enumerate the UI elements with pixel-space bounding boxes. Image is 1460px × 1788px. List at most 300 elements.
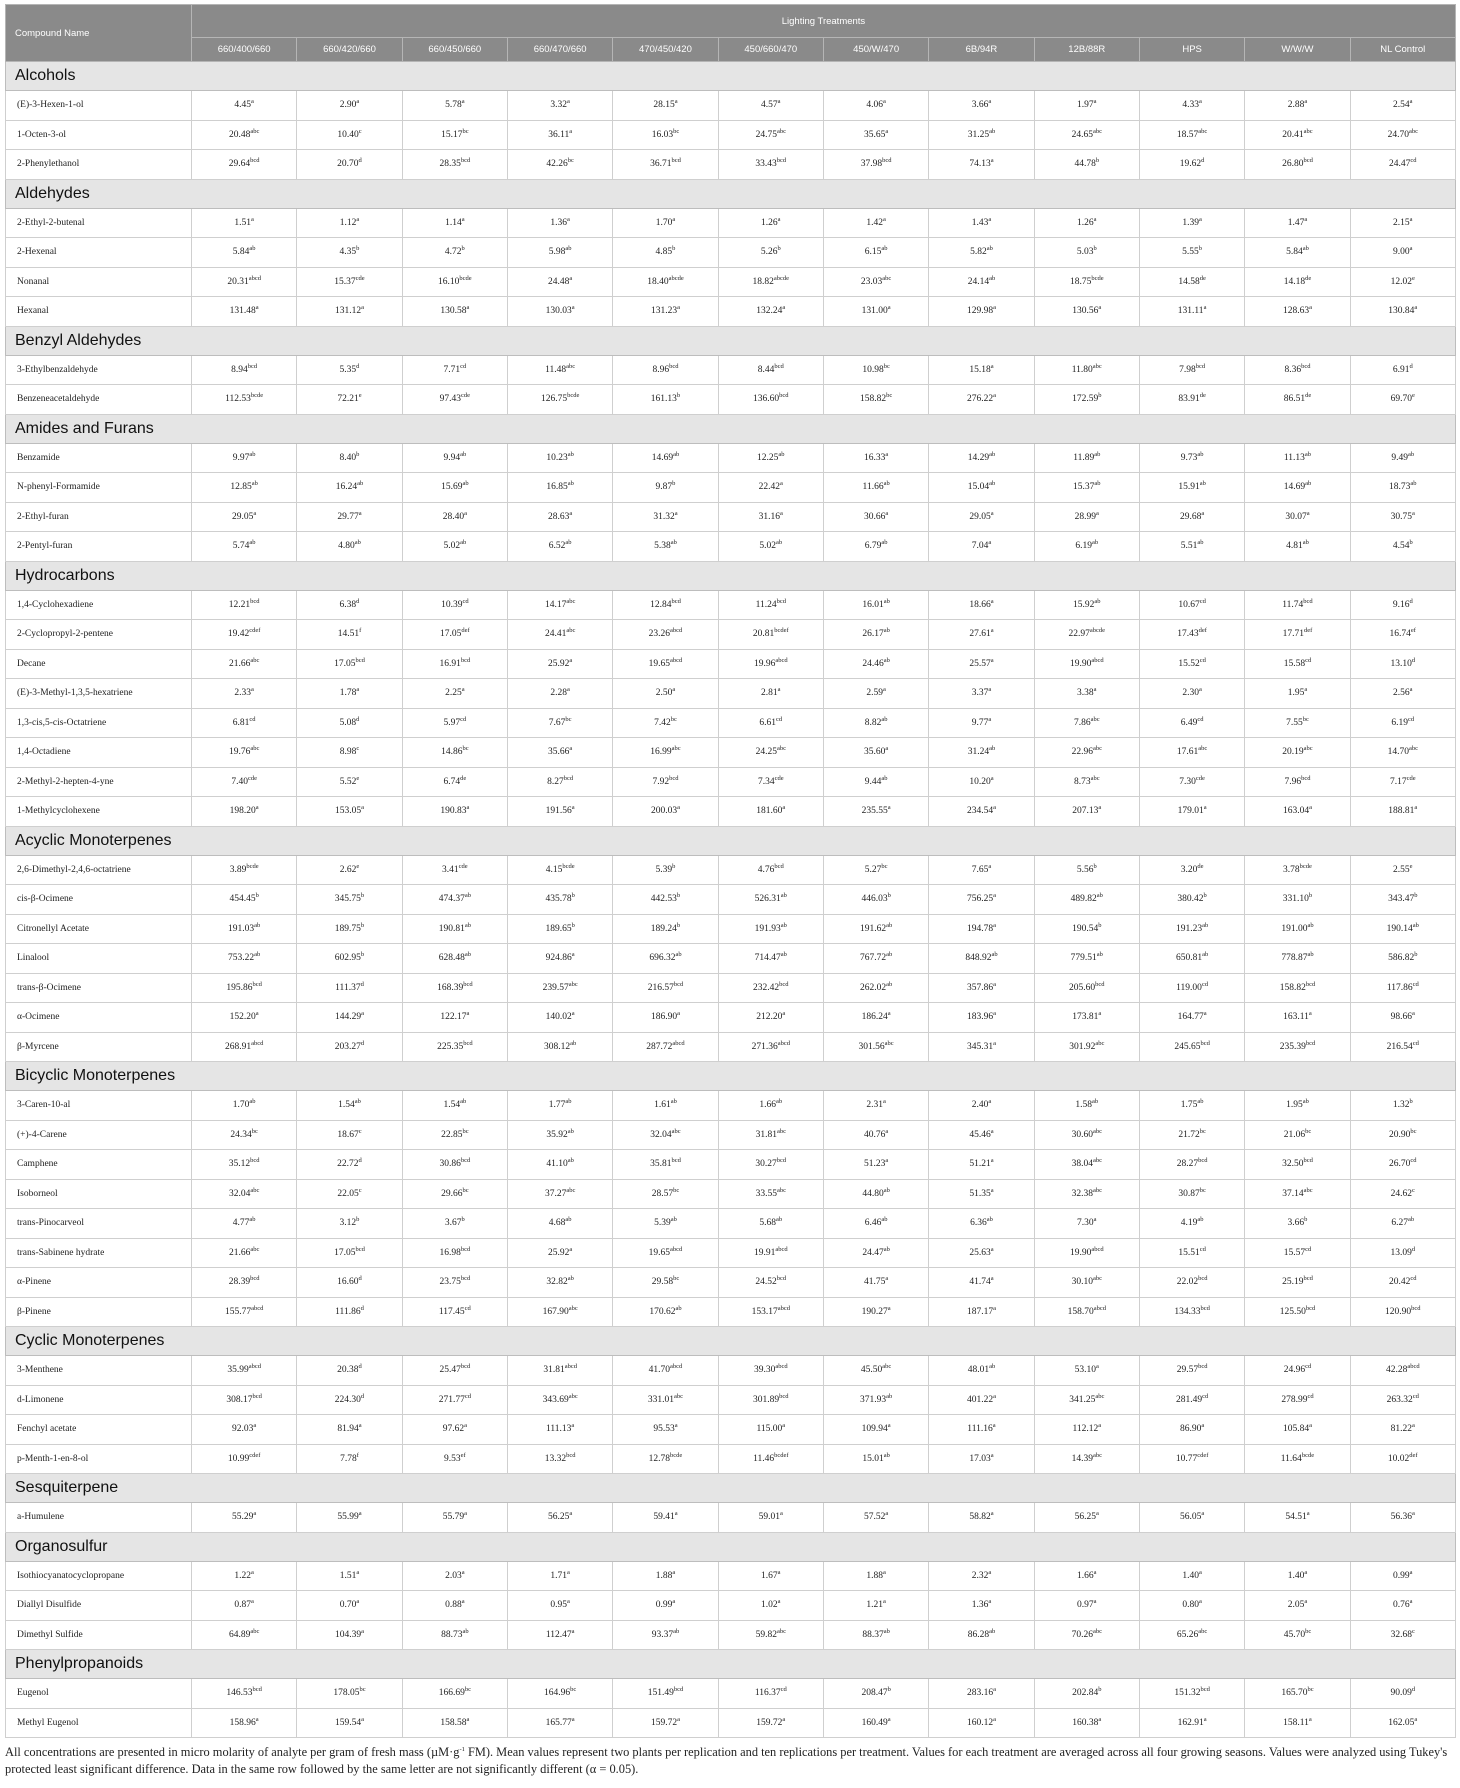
mean-value: 19.96 [753, 658, 776, 669]
value-cell [613, 1620, 718, 1650]
mean-value: 9.44 [864, 776, 882, 787]
value-cell [1034, 1591, 1139, 1621]
significance-letters: a [571, 1422, 575, 1430]
value-cell [1034, 1003, 1139, 1033]
mean-value: 3.38 [1077, 688, 1094, 699]
value-cell [1139, 1503, 1244, 1533]
significance-letters: ab [1202, 921, 1209, 929]
value-cell [1350, 1561, 1455, 1591]
mean-value: 1.70 [232, 1100, 250, 1111]
value-cell [718, 767, 823, 797]
mean-value: 16.33 [864, 452, 886, 463]
significance-letters: a [251, 215, 254, 223]
significance-letters: a [990, 157, 994, 165]
value-cell [402, 590, 507, 620]
significance-letters: a [883, 1098, 886, 1106]
value-cell [613, 1150, 718, 1180]
significance-letters: abc [776, 1127, 786, 1135]
value-cell [1245, 238, 1350, 268]
mean-value: 8.82 [864, 717, 882, 728]
value-cell [823, 1091, 928, 1121]
mean-value: 11.48 [545, 364, 567, 375]
value-cell [718, 885, 823, 915]
significance-letters: abc [566, 597, 576, 605]
significance-letters: b [1409, 1098, 1413, 1106]
value-cell [1139, 738, 1244, 768]
significance-letters: bcd [250, 597, 260, 605]
mean-value: 160.38 [1072, 1717, 1099, 1728]
mean-value: 283.16 [966, 1688, 994, 1699]
mean-value: 202.84 [1072, 1688, 1099, 1699]
significance-letters: a [990, 627, 994, 635]
mean-value: 27.61 [969, 629, 991, 640]
mean-value: 239.57 [542, 982, 569, 993]
mean-value: 5.68 [759, 1218, 777, 1229]
significance-letters: b [255, 892, 259, 900]
value-cell [823, 1620, 928, 1650]
compound-name-cell: Citronellyl Acetate [6, 914, 192, 944]
value-cell [1034, 120, 1139, 150]
value-cell [613, 914, 718, 944]
value-cell [1139, 973, 1244, 1003]
mean-value: 4.19 [1180, 1218, 1198, 1229]
significance-letters: ab [675, 951, 682, 959]
value-cell [1139, 532, 1244, 562]
value-cell [613, 708, 718, 738]
significance-letters: a [567, 686, 570, 694]
mean-value: 245.65 [1174, 1041, 1201, 1052]
significance-letters: ab [1197, 450, 1204, 458]
mean-value: 29.64 [228, 159, 251, 170]
mean-value: 602.95 [334, 953, 361, 964]
significance-letters: abcd [251, 1304, 264, 1312]
mean-value: 9.87 [655, 482, 673, 493]
significance-letters: de [1199, 274, 1206, 282]
significance-letters: bcd [1301, 362, 1311, 370]
value-cell [1350, 120, 1455, 150]
significance-letters: a [885, 1510, 889, 1518]
significance-letters: cd [1307, 1392, 1314, 1400]
mean-value: 41.75 [864, 1277, 886, 1288]
mean-value: 6.19 [1075, 541, 1093, 552]
mean-value: 20.31 [227, 276, 249, 287]
significance-letters: a [466, 1715, 470, 1723]
mean-value: 20.42 [1389, 1277, 1411, 1288]
mean-value: 7.98 [1179, 364, 1196, 375]
mean-value: 32.68 [1390, 1629, 1413, 1640]
value-cell [718, 620, 823, 650]
mean-value: 14.70 [1387, 747, 1409, 758]
mean-value: 111.13 [545, 1424, 572, 1435]
mean-value: 72.21 [337, 394, 359, 405]
mean-value: 33.43 [755, 159, 777, 170]
significance-letters: cdef [1197, 1451, 1209, 1459]
value-cell [192, 1444, 297, 1474]
mean-value: 16.60 [337, 1277, 359, 1288]
treatment-header: 660/470/660 [507, 38, 612, 62]
table-row [6, 1209, 1456, 1239]
mean-value: 35.65 [864, 129, 886, 140]
mean-value: 13.10 [1390, 658, 1412, 669]
value-cell [297, 1385, 402, 1415]
value-cell [507, 679, 612, 709]
significance-letters: ab [670, 1098, 677, 1106]
significance-letters: abcd [777, 1304, 790, 1312]
significance-letters: b [1095, 157, 1100, 165]
value-cell [823, 238, 928, 268]
mean-value: 1.88 [655, 1570, 673, 1581]
value-cell [1245, 150, 1350, 180]
significance-letters: cde [247, 774, 257, 782]
mean-value: 4.80 [338, 541, 355, 552]
value-cell [929, 620, 1034, 650]
significance-letters: a [777, 1598, 781, 1606]
mean-value: 93.37 [651, 1629, 674, 1640]
value-cell [192, 973, 297, 1003]
compound-name-cell: 2-Phenylethanol [6, 150, 192, 180]
mean-value: 20.48 [228, 129, 251, 140]
significance-letters: bcd [776, 157, 787, 165]
significance-letters: abc [568, 1392, 578, 1400]
mean-value: 4.54 [1392, 541, 1410, 552]
mean-value: 20.38 [337, 1365, 359, 1376]
value-cell [297, 120, 402, 150]
significance-letters: cd [1305, 656, 1312, 664]
mean-value: 8.40 [339, 452, 357, 463]
value-cell [823, 1356, 928, 1386]
mean-value: 22.96 [1071, 747, 1093, 758]
group-label: Alcohols [6, 62, 1456, 91]
value-cell [823, 502, 928, 532]
value-cell [192, 473, 297, 503]
value-cell [1139, 1268, 1244, 1298]
value-cell [823, 1591, 928, 1621]
mean-value: 0.80 [1182, 1600, 1199, 1611]
value-cell [297, 797, 402, 827]
value-cell [613, 267, 718, 297]
mean-value: 28.40 [442, 511, 465, 522]
mean-value: 158.70 [1067, 1306, 1094, 1317]
significance-letters: a [1409, 245, 1413, 253]
significance-letters: bcd [252, 1686, 262, 1694]
significance-letters: bc [1410, 1127, 1417, 1135]
compound-name-cell: Benzamide [6, 443, 192, 473]
value-cell [297, 532, 402, 562]
value-cell [1350, 208, 1455, 238]
value-cell [929, 1091, 1034, 1121]
group-row [6, 1650, 1456, 1679]
significance-letters: ab [462, 480, 469, 488]
significance-letters: bcd [250, 1157, 260, 1165]
value-cell [1139, 1091, 1244, 1121]
table-row [6, 1708, 1456, 1738]
significance-letters: abc [1198, 745, 1208, 753]
mean-value: 6.38 [339, 599, 357, 610]
value-cell [507, 1238, 612, 1268]
value-cell [1034, 532, 1139, 562]
value-cell [1139, 473, 1244, 503]
mean-value: 59.82 [755, 1629, 777, 1640]
mean-value: 86.28 [967, 1629, 990, 1640]
mean-value: 120.90 [1385, 1306, 1412, 1317]
value-cell [929, 1120, 1034, 1150]
significance-letters: def [1409, 1451, 1418, 1459]
table-row [6, 1444, 1456, 1474]
mean-value: 7.17 [1389, 776, 1407, 787]
mean-value: 56.05 [1179, 1512, 1202, 1523]
value-cell [192, 1120, 297, 1150]
value-cell [929, 1297, 1034, 1327]
compound-name-cell: 2,6-Dimethyl-2,4,6-octatriene [6, 855, 192, 885]
mean-value: 287.72 [646, 1041, 673, 1052]
value-cell [507, 738, 612, 768]
table-footnote [5, 1744, 1455, 1778]
mean-value: 42.28 [1385, 1365, 1408, 1376]
mean-value: 28.63 [548, 511, 570, 522]
mean-value: 11.46 [753, 1453, 775, 1464]
significance-letters: ab [460, 1098, 467, 1106]
mean-value: 5.82 [970, 247, 987, 258]
value-cell [613, 1679, 718, 1709]
significance-letters: c [358, 1186, 362, 1194]
value-cell [613, 738, 718, 768]
mean-value: 32.04 [228, 1188, 251, 1199]
mean-value: 4.76 [757, 864, 775, 875]
value-cell [613, 355, 718, 385]
significance-letters: cd [1410, 1157, 1417, 1165]
significance-letters: a [466, 1010, 470, 1018]
mean-value: 28.15 [653, 100, 675, 111]
value-cell [718, 355, 823, 385]
significance-letters: cd [1412, 1039, 1419, 1047]
significance-letters: ab [776, 1098, 783, 1106]
significance-letters: a [567, 98, 570, 106]
mean-value: 2.25 [445, 688, 462, 699]
mean-value: 155.77 [224, 1306, 252, 1317]
value-cell [402, 1385, 507, 1415]
significance-letters: a [780, 480, 783, 488]
value-cell [297, 473, 402, 503]
value-cell [718, 1120, 823, 1150]
significance-letters: a [990, 1157, 994, 1165]
value-cell [402, 1209, 507, 1239]
significance-letters: bcd [355, 656, 365, 664]
significance-letters: ab [881, 715, 888, 723]
significance-letters: bcdef [774, 627, 789, 635]
mean-value: 0.99 [655, 1600, 673, 1611]
value-cell [1350, 1120, 1455, 1150]
significance-letters: a [780, 509, 783, 517]
mean-value: 0.76 [1393, 1600, 1410, 1611]
significance-letters: a [672, 686, 676, 694]
mean-value: 29.77 [337, 511, 359, 522]
value-cell [1350, 767, 1455, 797]
value-cell [1139, 238, 1244, 268]
significance-letters: a [361, 304, 364, 312]
mean-value: 112.47 [545, 1629, 572, 1640]
value-cell [402, 91, 507, 121]
mean-value: 4.33 [1182, 100, 1199, 111]
mean-value: 2.55 [1393, 864, 1410, 875]
value-cell [613, 944, 718, 974]
value-cell [402, 1179, 507, 1209]
mean-value: 11.13 [1283, 452, 1305, 463]
mean-value: 2.90 [339, 100, 357, 111]
value-cell [929, 738, 1034, 768]
mean-value: 7.30 [1179, 776, 1196, 787]
value-cell [402, 1268, 507, 1298]
mean-value: 81.94 [337, 1424, 359, 1435]
table-row [6, 1297, 1456, 1327]
significance-letters: b [461, 245, 465, 253]
value-cell [718, 502, 823, 532]
mean-value: 188.81 [1388, 806, 1415, 817]
significance-letters: abc [1092, 1127, 1102, 1135]
value-cell [402, 1150, 507, 1180]
significance-letters: a [988, 539, 992, 547]
value-cell [297, 1297, 402, 1327]
significance-letters: abc [674, 1392, 684, 1400]
significance-letters: a [993, 1304, 996, 1312]
significance-letters: a [1198, 686, 1202, 694]
group-label: Sesquiterpene [6, 1474, 1456, 1503]
value-cell [402, 885, 507, 915]
mean-value: 30.60 [1071, 1129, 1093, 1140]
value-cell [718, 443, 823, 473]
significance-letters: bc [673, 127, 680, 135]
mean-value: 474.37 [438, 894, 465, 905]
significance-letters: abcd [672, 1039, 685, 1047]
mean-value: 144.29 [334, 1012, 362, 1023]
mean-value: 10.23 [546, 452, 568, 463]
mean-value: 1.22 [234, 1570, 252, 1581]
significance-letters: a [993, 804, 996, 812]
mean-value: 16.10 [437, 276, 460, 287]
mean-value: 3.20 [1180, 864, 1198, 875]
value-cell [718, 679, 823, 709]
value-cell [1350, 1032, 1455, 1062]
significance-letters: b [1098, 392, 1102, 400]
value-cell [718, 1209, 823, 1239]
significance-letters: abc [1303, 1186, 1313, 1194]
mean-value: 3.12 [339, 1218, 357, 1229]
value-cell [1245, 767, 1350, 797]
value-cell [823, 973, 928, 1003]
significance-letters: bcd [1411, 1304, 1421, 1312]
value-cell [507, 1003, 612, 1033]
compound-name-cell: Hexanal [6, 297, 192, 327]
value-cell [1034, 708, 1139, 738]
value-cell [718, 1179, 823, 1209]
significance-letters: ab [1096, 892, 1103, 900]
mean-value: 83.91 [1178, 394, 1200, 405]
mean-value: 1.14 [445, 217, 462, 228]
significance-letters: b [1093, 862, 1097, 870]
value-cell [613, 649, 718, 679]
mean-value: 31.25 [967, 129, 990, 140]
mean-value: 5.39 [654, 1218, 671, 1229]
significance-letters: ab [989, 1627, 996, 1635]
significance-letters: a [777, 98, 781, 106]
value-cell [718, 1620, 823, 1650]
mean-value: 10.40 [337, 129, 359, 140]
significance-letters: a [1198, 98, 1202, 106]
significance-letters: bcd [1303, 1157, 1313, 1165]
value-cell [823, 1385, 928, 1415]
value-cell [823, 885, 928, 915]
value-cell [507, 150, 612, 180]
table-row [6, 649, 1456, 679]
value-cell [1245, 1679, 1350, 1709]
significance-letters: d [1409, 362, 1413, 370]
significance-letters: b [672, 862, 676, 870]
mean-value: 186.90 [650, 1012, 678, 1023]
mean-value: 0.88 [445, 1600, 462, 1611]
value-cell [613, 208, 718, 238]
mean-value: 38.04 [1071, 1159, 1093, 1170]
significance-letters: cd [1408, 715, 1415, 723]
significance-letters: a [1098, 1715, 1102, 1723]
compound-name-cell: (+)-4-Carene [6, 1120, 192, 1150]
value-cell [1139, 1003, 1244, 1033]
value-cell [1139, 150, 1244, 180]
mean-value: 70.26 [1071, 1629, 1093, 1640]
mean-value: 112.53 [225, 394, 251, 405]
compound-name-cell: α-Pinene [6, 1268, 192, 1298]
mean-value: 191.93 [754, 923, 781, 934]
significance-letters: a [993, 1715, 996, 1723]
mean-value: 14.58 [1178, 276, 1200, 287]
significance-letters: b [360, 892, 365, 900]
significance-letters: abc [566, 1186, 576, 1194]
value-cell [1034, 1415, 1139, 1445]
table-row [6, 208, 1456, 238]
compound-name-cell: Dimethyl Sulfide [6, 1620, 192, 1650]
significance-letters: a [782, 804, 786, 812]
mean-value: 35.66 [548, 747, 570, 758]
value-cell [613, 1179, 718, 1209]
significance-letters: ab [1197, 539, 1204, 547]
value-cell [613, 620, 718, 650]
value-cell [402, 238, 507, 268]
value-cell [929, 1356, 1034, 1386]
table-row [6, 1415, 1456, 1445]
significance-letters: cd [1197, 715, 1204, 723]
significance-letters: a [993, 304, 996, 312]
significance-letters: bc [1305, 1627, 1312, 1635]
significance-letters: ab [254, 951, 261, 959]
significance-letters: bcd [1198, 1157, 1208, 1165]
mean-value: 86.51 [1283, 394, 1306, 405]
mean-value: 8.94 [231, 364, 248, 375]
mean-value: 15.69 [441, 482, 463, 493]
value-cell [297, 1503, 402, 1533]
mean-value: 13.09 [1390, 1247, 1412, 1258]
significance-letters: bc [565, 715, 572, 723]
significance-letters: a [883, 1598, 886, 1606]
significance-letters: bc [883, 362, 890, 370]
significance-letters: a [885, 1157, 889, 1165]
mean-value: 97.62 [442, 1424, 465, 1435]
value-cell [1034, 1444, 1139, 1474]
value-cell [718, 738, 823, 768]
significance-letters: a [777, 1568, 781, 1576]
mean-value: 4.06 [866, 100, 883, 111]
significance-letters: ab [354, 539, 361, 547]
value-cell [507, 385, 612, 415]
value-cell [192, 767, 297, 797]
mean-value: 18.66 [969, 599, 991, 610]
